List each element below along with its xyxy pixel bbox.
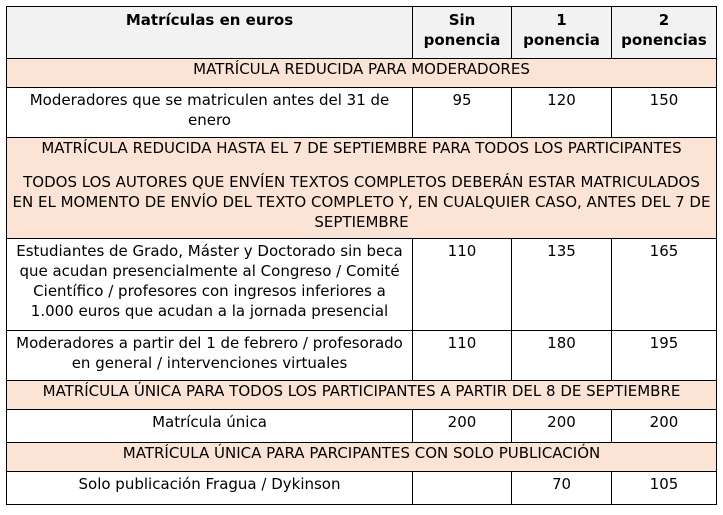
fees-table xyxy=(6,6,717,505)
table-row xyxy=(7,239,717,331)
section-title-publicacion: MATRÍCULA ÚNICA PARA PARCIPANTES CON SOLO PUBLICACIÓN xyxy=(7,443,717,472)
row-value-sin: 200 xyxy=(413,410,512,443)
section-row-moderadores xyxy=(7,59,717,88)
table-row xyxy=(7,88,717,138)
row-value-sin: 110 xyxy=(413,239,512,331)
section-note-autores: TODOS LOS AUTORES QUE ENVÍEN TEXTOS COMPLETOS DEBERÁN ESTAR MATRICULADOS EN EL MOMENTO DE ENVÍO DEL TEXTO COMPLETO Y, EN CUALQUIER CASO, ANTES DEL 7 DE SEPTIEMBRE xyxy=(12,173,711,231)
section-title-reducida: MATRÍCULA REDUCIDA HASTA EL 7 DE SEPTIEMBRE PARA TODOS LOS PARTICIPANTES xyxy=(41,139,682,157)
row-label: Moderadores que se matriculen antes del 31 de enero xyxy=(7,88,413,138)
section-title-moderadores: MATRÍCULA REDUCIDA PARA MODERADORES xyxy=(7,59,717,88)
header-row xyxy=(7,7,717,59)
row-value-2: 195 xyxy=(612,331,717,381)
section-reducida-cell xyxy=(7,138,717,239)
section-row-unica xyxy=(7,381,717,410)
row-label: Moderadores a partir del 1 de febrero / profesorado en general / intervenciones virtuales xyxy=(7,331,413,381)
row-label: Matrícula única xyxy=(7,410,413,443)
row-value-2: 200 xyxy=(612,410,717,443)
row-value-1: 135 xyxy=(512,239,612,331)
row-value-2: 150 xyxy=(612,88,717,138)
row-label: Estudiantes de Grado, Máster y Doctorado sin beca que acudan presencialmente al Congreso / Comité Científico / profesores con ingresos inferiores a 1.000 euros que acudan a la jornada presencial xyxy=(7,239,413,331)
header-2-ponencias: 2 ponencias xyxy=(612,7,717,59)
row-value-sin: 95 xyxy=(413,88,512,138)
row-value-1: 200 xyxy=(512,410,612,443)
row-label: Solo publicación Fragua / Dykinson xyxy=(7,472,413,505)
section-row-publicacion xyxy=(7,443,717,472)
section-title-unica: MATRÍCULA ÚNICA PARA TODOS LOS PARTICIPANTES A PARTIR DEL 8 DE SEPTIEMBRE xyxy=(7,381,717,410)
header-sin-ponencia: Sin ponencia xyxy=(413,7,512,59)
table-row xyxy=(7,410,717,443)
header-1-ponencia: 1 ponencia xyxy=(512,7,612,59)
row-value-2: 105 xyxy=(612,472,717,505)
row-value-1: 70 xyxy=(512,472,612,505)
header-title: Matrículas en euros xyxy=(7,7,413,59)
row-value-1: 180 xyxy=(512,331,612,381)
table-row xyxy=(7,331,717,381)
row-value-sin xyxy=(413,472,512,505)
row-value-1: 120 xyxy=(512,88,612,138)
row-value-2: 165 xyxy=(612,239,717,331)
row-value-sin: 110 xyxy=(413,331,512,381)
section-row-reducida xyxy=(7,138,717,239)
table-row xyxy=(7,472,717,505)
fees-table-container xyxy=(6,6,717,505)
